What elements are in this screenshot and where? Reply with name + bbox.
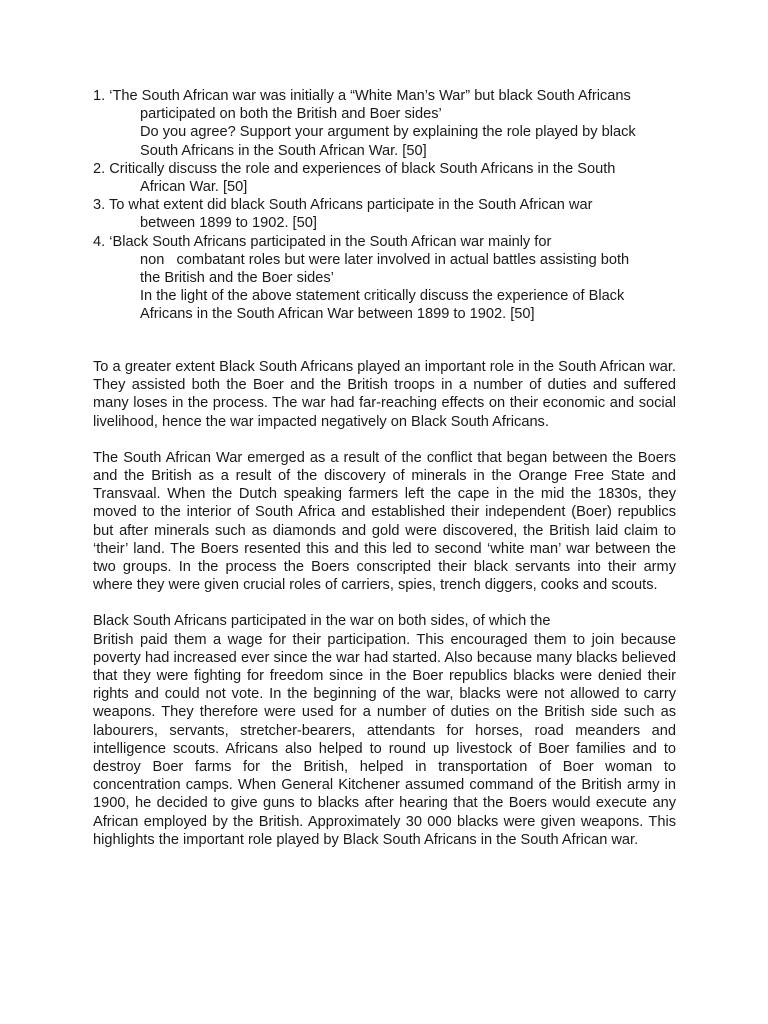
question-3-line-2: between 1899 to 1902. [50] [140, 215, 317, 232]
question-3-line-1: 3. To what extent did black South Africans participate in the South African war [93, 197, 593, 214]
question-2-line-1: 2. Critically discuss the role and experiences of black South Africans in the South [93, 160, 616, 177]
question-2-line-2: African War. [50] [140, 179, 248, 196]
essay-paragraph-3-body: British paid them a wage for their participation. This encouraged them to join because poverty had increased ever since the war had started. Also because many blacks believed that they were fighting for freedom since in the Boer republics blacks were denied their rights and could not vote. In the beginning of the war, blacks were not allowed to carry weapons. They therefore were used for a number of duties on the British side such as labourers, servants, stretcher-bearers, attendants for horses, road meanders and intelligence scouts. Africans also helped to round up livestock of Boer families and to destroy Boer farms for the British, helped in transportation of Boer woman to concentration camps. When General Kitchener assumed command of the British army in 1900, he decided to give guns to blacks after hearing that the Boers would execute any African employed by the British. Approximately 30 000 blacks were given weapons. This highlights the important role played by Black South Africans in the South African war. [93, 631, 676, 848]
question-2 [93, 160, 683, 196]
question-1-line-2: participated on both the British and Boer sides’ [140, 106, 442, 123]
essay-body [93, 358, 676, 867]
question-1-line-1: 1. ‘The South African war was initially a “White Man’s War” but black South Africans [93, 88, 631, 104]
question-4-line-3: the British and the Boer sides’ [140, 270, 334, 287]
question-4-line-4: In the light of the above statement critically discuss the experience of Black [140, 288, 625, 305]
essay-paragraph-2: The South African War emerged as a result of the conflict that began between the Boers and the British as a result of the discovery of minerals in the Orange Free State and Transvaal. When the Dutch speaking farmers left the cape in the mid the 1830s, they moved to the interior of South Africa and established their independent (Boer) republics but after minerals such as diamonds and gold were discovered, the British laid claim to ‘their’ land. The Boers resented this and this led to second ‘white man’ war between the two groups. In the process the Boers conscripted their black servants into their army where they were given crucial roles of carriers, spies, trench diggers, cooks and scouts. [93, 449, 676, 594]
question-4 [93, 233, 683, 324]
question-4-line-5: Africans in the South African War between 1899 to 1902. [50] [140, 306, 535, 323]
question-1-line-3: Do you agree? Support your argument by explaining the role played by black [140, 124, 636, 141]
essay-paragraph-3 [93, 612, 676, 849]
essay-paragraph-3-first-line: Black South Africans participated in the war on both sides, of which the [93, 613, 551, 630]
question-list [93, 87, 683, 324]
question-4-line-2: non combatant roles but were later involved in actual battles assisting both [140, 251, 630, 268]
question-4-line-1: 4. ‘Black South Africans participated in the South African war mainly for [93, 233, 552, 250]
question-1-line-4: South Africans in the South African War. [50] [140, 142, 427, 159]
essay-paragraph-1: To a greater extent Black South Africans played an important role in the South African war. They assisted both the Boer and the British troops in a number of duties and suffered many loses in the process. The war had far-reaching effects on their economic and social livelihood, hence the war impacted negatively on Black South Africans. [93, 359, 676, 430]
question-3 [93, 196, 683, 232]
question-1 [93, 87, 683, 160]
